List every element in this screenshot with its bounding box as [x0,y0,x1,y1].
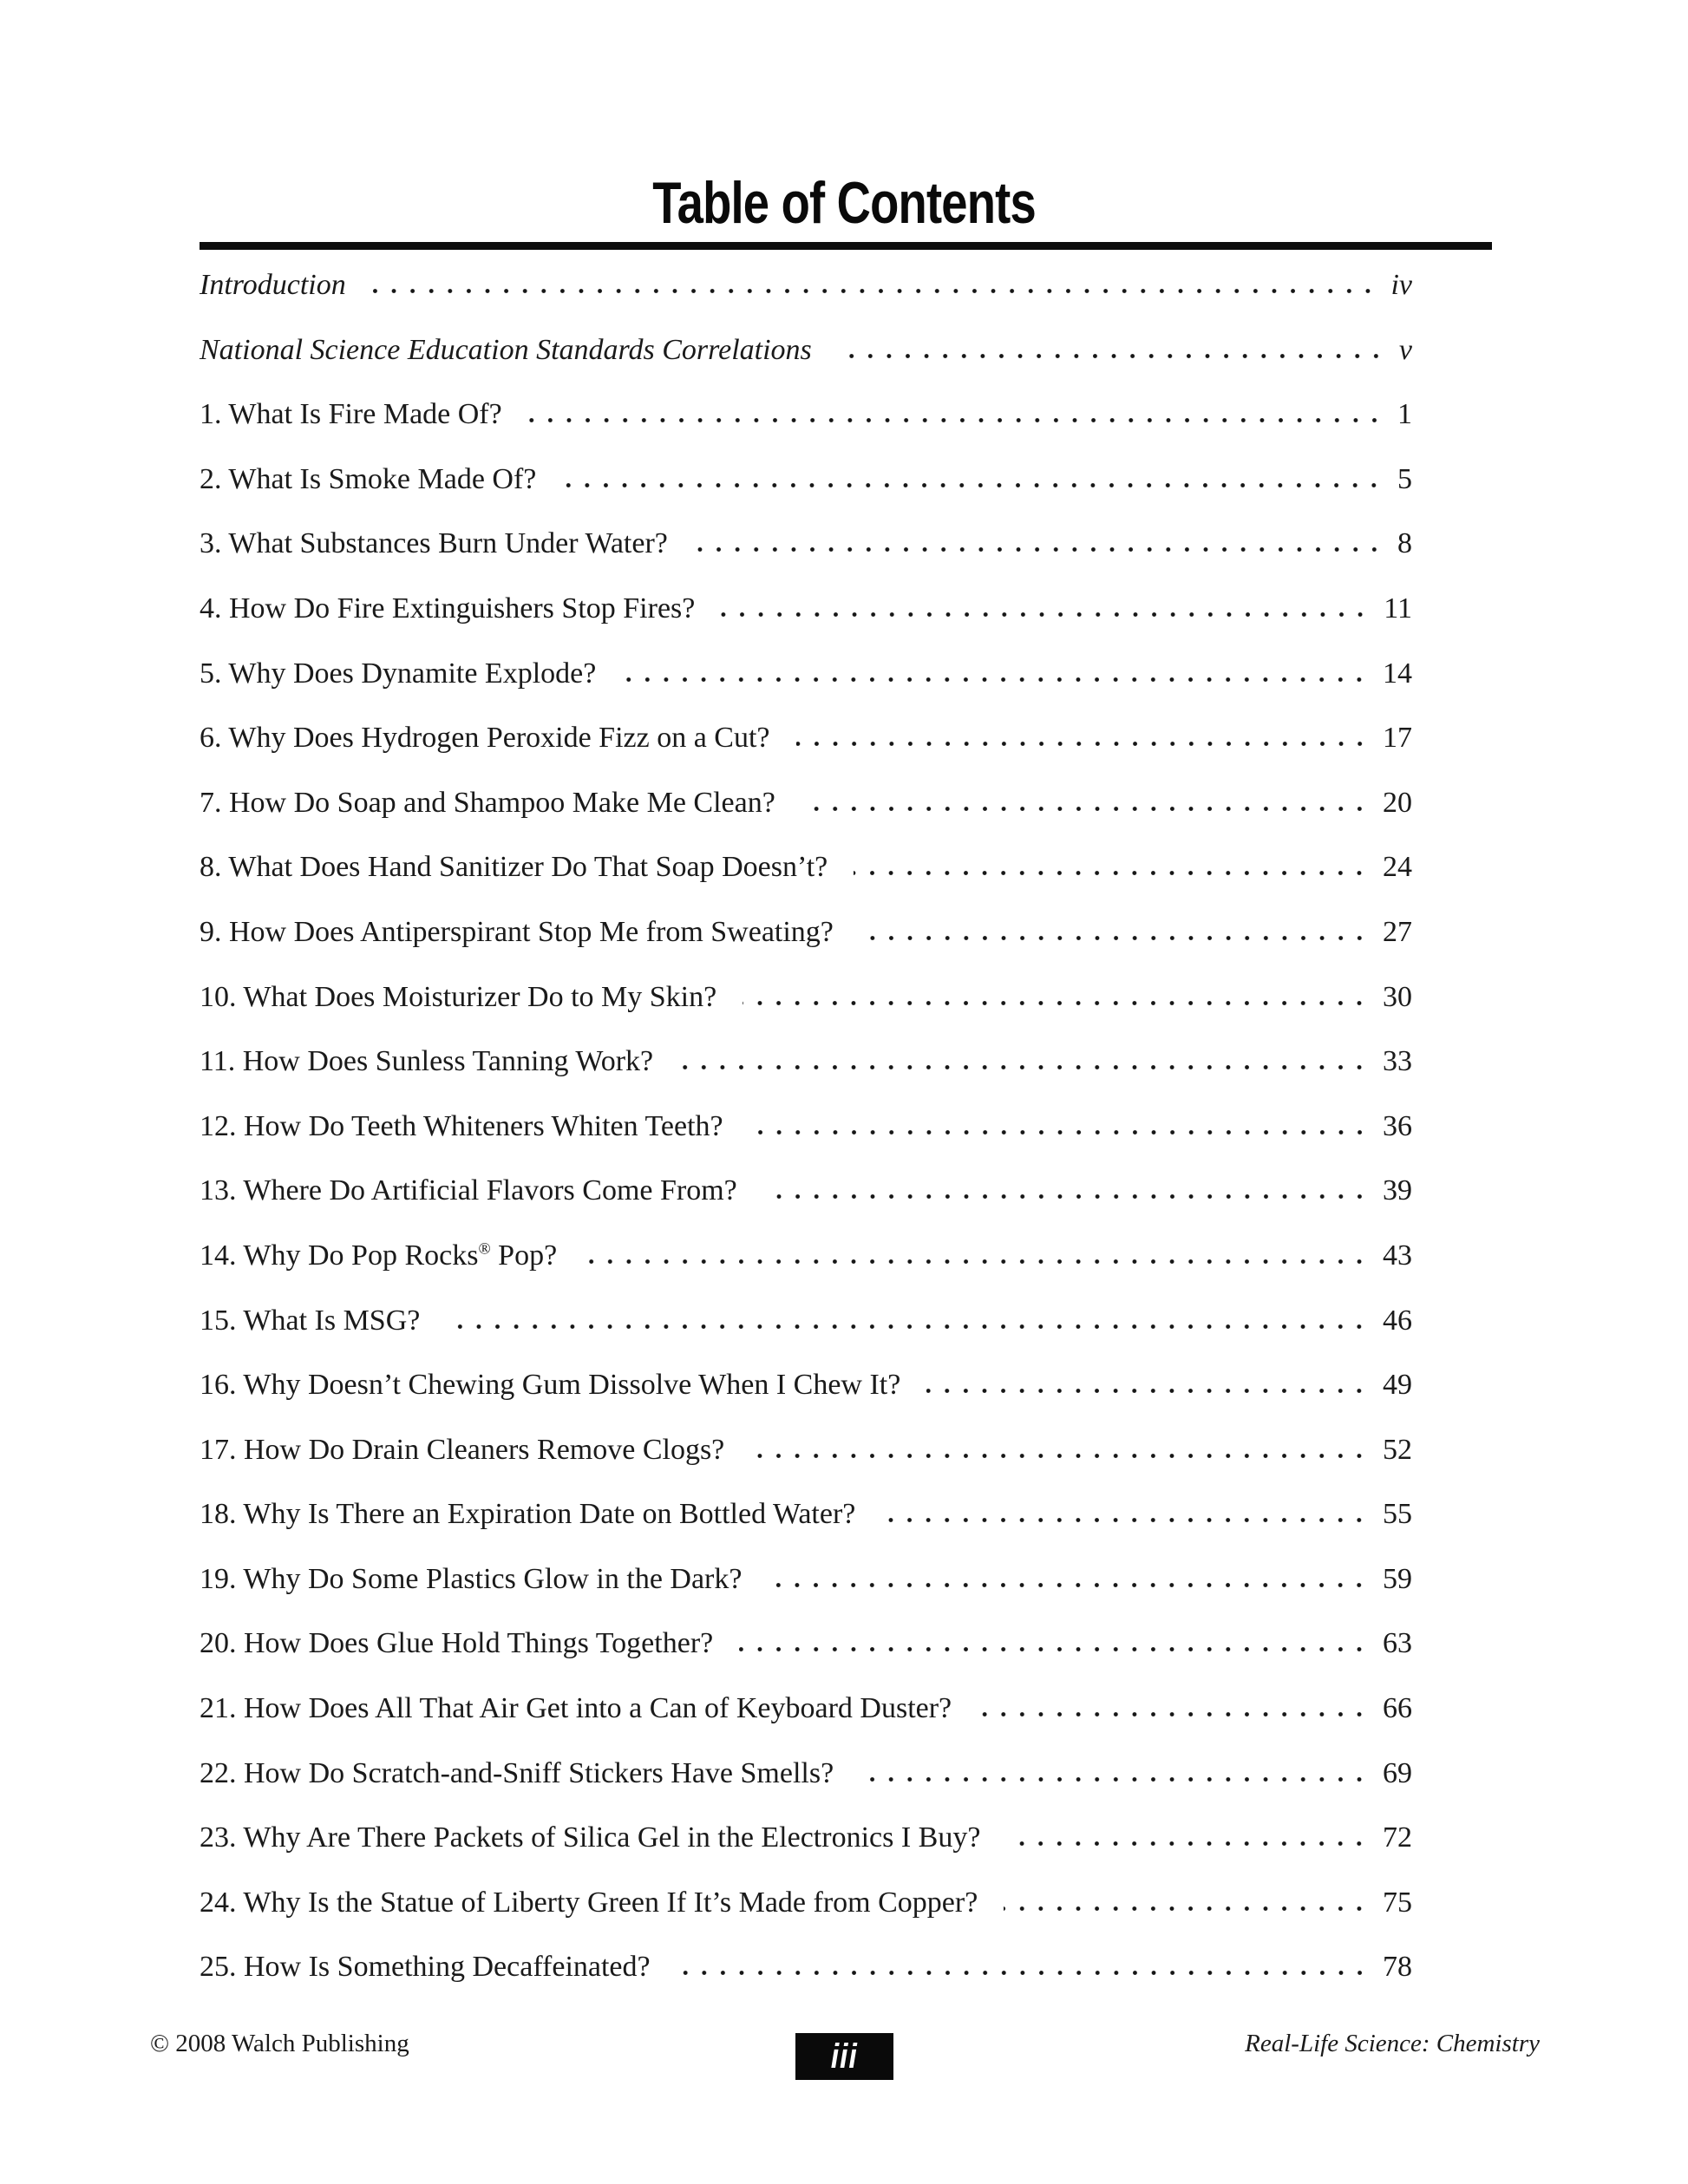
toc-row [200,1806,1412,1871]
toc-entry-page: 17 [1383,722,1412,755]
toc-entry-title: 13. Where Do Artificial Flavors Come From? [200,1174,737,1207]
toc-entry-page: 8 [1397,527,1412,560]
page-number-badge [795,2033,893,2080]
toc-entry-page: 24 [1383,851,1412,884]
toc-row [200,771,1412,836]
toc-row [200,1482,1412,1547]
dot-leader [721,611,1370,618]
toc-row [200,1612,1412,1677]
toc-row [200,1159,1412,1224]
dot-leader [677,1970,1369,1976]
toc-entry-title: 11. How Does Sunless Tanning Work? [200,1045,654,1078]
toc-row [200,1742,1412,1807]
toc-entry-title: 25. How Is Something Decaffeinated? [200,1951,651,1984]
page-title-text: Table of Contents [652,170,1036,236]
dot-leader [528,417,1384,423]
toc-row [200,1547,1412,1612]
toc-entry-page: 69 [1383,1756,1412,1789]
toc-entry-title: 21. How Does All That Air Get into a Can of Keyboard Duster? [200,1692,952,1725]
toc-entry-title: 5. Why Does Dynamite Explode? [200,657,597,690]
toc-row [200,1095,1412,1160]
toc-entry-title: 4. How Do Fire Extinguishers Stop Fires? [200,592,696,624]
toc-entry-title: 23. Why Are There Packets of Silica Gel in the Electronics I Buy? [200,1821,981,1854]
toc-row [200,1224,1412,1289]
dot-leader [1006,1841,1369,1847]
toc-entry-page: 75 [1383,1886,1412,1919]
dot-leader [796,741,1369,747]
toc-row [200,383,1412,448]
dot-leader [739,1646,1369,1652]
dot-leader [622,677,1369,683]
toc-entry-title: 22. How Do Scratch-and-Sniff Stickers Have Smells? [200,1756,834,1789]
dot-leader [838,353,1385,359]
toc-row [200,965,1412,1030]
toc-entry-page: 59 [1383,1562,1412,1595]
toc-row [200,642,1412,707]
toc-row [200,577,1412,642]
dot-leader [562,482,1384,488]
toc-entry-title: 14. Why Do Pop Rocks® Pop? [200,1239,558,1272]
toc-entry-title: 9. How Does Antiperspirant Stop Me from Sweating? [200,915,834,948]
toc-entry-page: 11 [1384,592,1412,624]
toc-row [200,318,1412,383]
dot-leader [679,1064,1369,1070]
toc-entry-title: 12. How Do Teeth Whiteners Whiten Teeth? [200,1109,723,1142]
dot-leader [978,1711,1369,1717]
toc-row [200,1353,1412,1418]
dot-leader [768,1582,1369,1588]
toc-entry-page: 36 [1383,1109,1412,1142]
dot-leader [801,806,1369,812]
toc-entry-title: 8. What Does Hand Sanitizer Do That Soap Doesn’t? [200,851,828,884]
toc-entry-title: National Science Education Standards Correlations [200,333,812,366]
toc-entry-title: 17. How Do Drain Cleaners Remove Clogs? [200,1433,725,1466]
toc-entry-title: 24. Why Is the Statue of Liberty Green If It’s Made from Copper? [200,1886,978,1919]
dot-leader [926,1388,1369,1394]
toc-row [200,1677,1412,1742]
dot-leader [694,546,1384,553]
dot-leader [860,1776,1369,1782]
toc-entry-page: 49 [1383,1369,1412,1402]
dot-leader [750,1453,1369,1459]
toc-entry-page: 43 [1383,1239,1412,1272]
footer-book-title: Real-Life Science: Chemistry [1245,2030,1540,2057]
toc-entry-title: 20. How Does Glue Hold Things Together? [200,1627,714,1660]
toc-entry-page: 78 [1383,1951,1412,1984]
registered-mark: ® [478,1239,491,1259]
toc-row [200,1935,1412,2000]
toc-entry-page: 72 [1383,1821,1412,1854]
toc-row [200,1418,1412,1483]
toc-row [200,835,1412,900]
toc-row [200,253,1412,318]
toc-entry-page: 27 [1383,915,1412,948]
toc-entry-page: 30 [1383,980,1412,1013]
dot-leader [854,870,1369,876]
dot-leader [763,1193,1369,1200]
toc-entry-title: 3. What Substances Burn Under Water? [200,527,668,560]
toc-row [200,1871,1412,1936]
toc-entry-title: 18. Why Is There an Expiration Date on Bottled Water? [200,1498,856,1531]
toc-entry-page: 1 [1397,398,1412,431]
toc-entry-page: 55 [1383,1498,1412,1531]
toc-row [200,900,1412,965]
toc-list [200,253,1412,2000]
toc-entry-page: iv [1390,269,1412,301]
title-rule [200,242,1492,250]
toc-entry-title: Introduction [200,269,346,301]
dot-leader [749,1129,1369,1135]
toc-entry-title: 19. Why Do Some Plastics Glow in the Dark? [200,1562,743,1595]
toc-entry-title: 2. What Is Smoke Made Of? [200,462,537,495]
footer-copyright: © 2008 Walch Publishing [150,2030,409,2057]
toc-entry-page: v [1398,333,1412,366]
toc-row [200,512,1412,577]
toc-entry-page: 52 [1383,1433,1412,1466]
toc-entry-title: 7. How Do Soap and Shampoo Make Me Clean? [200,786,775,819]
dot-leader [446,1324,1369,1330]
toc-row [200,448,1412,513]
toc-entry-page: 63 [1383,1627,1412,1660]
toc-entry-page: 5 [1397,462,1412,495]
toc-entry-title: 15. What Is MSG? [200,1304,421,1337]
toc-row [200,1030,1412,1095]
page-number: iii [831,2037,858,2076]
toc-entry-page: 66 [1383,1692,1412,1725]
toc-entry-page: 39 [1383,1174,1412,1207]
toc-entry-title: 10. What Does Moisturizer Do to My Skin? [200,980,717,1013]
toc-row [200,706,1412,771]
toc-entry-title: 16. Why Doesn’t Chewing Gum Dissolve When I Chew It? [200,1369,901,1402]
toc-entry-page: 46 [1383,1304,1412,1337]
toc-row [200,1289,1412,1354]
toc-entry-page: 20 [1383,786,1412,819]
dot-leader [743,1000,1369,1006]
page-title [0,170,1688,236]
toc-entry-title: 6. Why Does Hydrogen Peroxide Fizz on a Cut? [200,722,770,755]
toc-entry-page: 14 [1383,657,1412,690]
toc-entry-page: 33 [1383,1045,1412,1078]
dot-leader [372,288,1377,294]
dot-leader [860,935,1369,941]
dot-leader [881,1517,1369,1523]
dot-leader [1004,1906,1369,1912]
toc-entry-title: 1. What Is Fire Made Of? [200,398,502,431]
dot-leader [583,1259,1369,1265]
